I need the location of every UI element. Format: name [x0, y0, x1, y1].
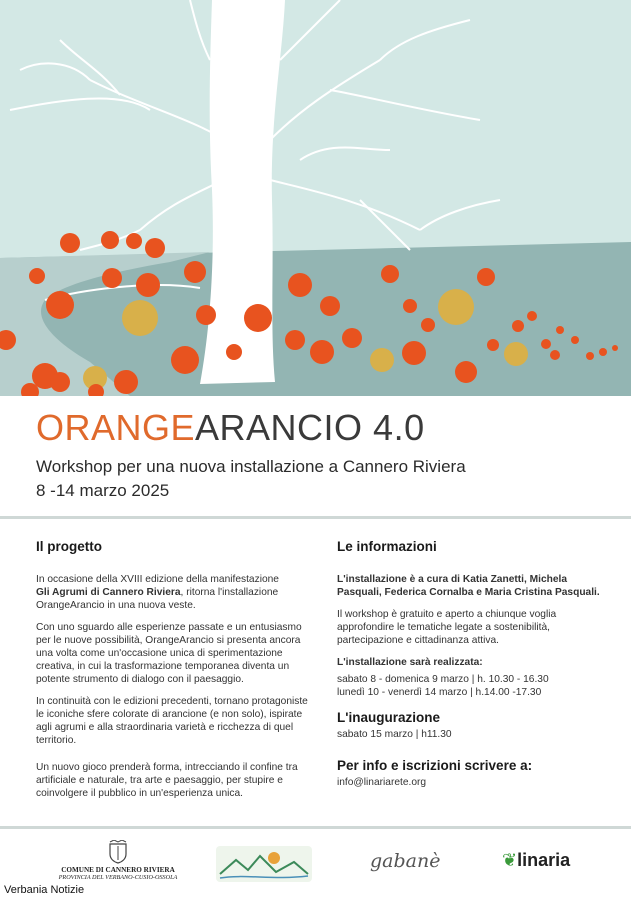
event-title [36, 408, 616, 448]
inaugurazione-time: sabato 15 marzo | h11.30 [337, 729, 452, 740]
progetto-p4: Un nuovo gioco prenderà forma, intrecciando il confine tra artificiale e naturale, tra arte e paesaggio, per stupire e coinvolgere il pubblico in un'esperienza unica. [36, 762, 298, 799]
orange-sphere [403, 299, 417, 313]
title-orange: ORANGE [36, 407, 196, 448]
contact-email[interactable]: info@linariarete.org [337, 777, 427, 788]
orange-sphere [487, 339, 499, 351]
coat-of-arms-icon [107, 840, 129, 864]
hero-illustration [0, 0, 631, 396]
orange-sphere [381, 265, 399, 283]
orange-sphere [145, 238, 165, 258]
orange-sphere [288, 273, 312, 297]
divider-top [0, 516, 631, 519]
schedule-week: lunedì 10 - venerdì 14 marzo | h.14.00 -17.30 [337, 687, 542, 698]
informazioni-heading: Le informazioni [337, 539, 437, 554]
orange-sphere [60, 233, 80, 253]
orange-sphere [550, 350, 560, 360]
realized-label: L'installazione sarà realizzata: [337, 657, 483, 668]
orange-sphere [226, 344, 242, 360]
orange-sphere [102, 268, 122, 288]
orange-sphere [342, 328, 362, 348]
gold-sphere [122, 300, 158, 336]
orange-sphere [541, 339, 551, 349]
comune-name: COMUNE DI CANNERO RIVIERA [61, 866, 175, 874]
orange-sphere [310, 340, 334, 364]
linaria-logo [502, 850, 570, 871]
orange-sphere [46, 291, 74, 319]
gold-sphere [438, 289, 474, 325]
informazioni-section [337, 540, 602, 798]
progetto-p2: Con uno sguardo alle esperienze passate e un entusiasmo per le nuove possibilità, OrangeArancio si presenta ancora una volta come un'occasione unica di sperimentazione creativa, in cui la trasformazione temporanea diventa un potente strumento di dialogo con il paesaggio. [36, 622, 302, 685]
orange-sphere [512, 320, 524, 332]
orange-sphere [50, 372, 70, 392]
agrumi-logo [214, 842, 314, 886]
event-dates: 8 -14 marzo 2025 [36, 481, 170, 500]
orange-sphere [285, 330, 305, 350]
orange-sphere [320, 296, 340, 316]
gold-sphere [370, 348, 394, 372]
orange-sphere [556, 326, 564, 334]
title-block [36, 408, 616, 502]
gold-sphere [504, 342, 528, 366]
orange-sphere [455, 361, 477, 383]
event-subtitle: Workshop per una nuova installazione a Cannero Riviera [36, 457, 466, 476]
title-arancio: ARANCIO 4.0 [195, 407, 425, 448]
orange-sphere [571, 336, 579, 344]
divider-bottom [0, 826, 631, 829]
orange-sphere [402, 341, 426, 365]
watermark: Verbania Notizie [4, 884, 85, 896]
orange-sphere [586, 352, 594, 360]
orange-sphere [29, 268, 45, 284]
sponsor-logos [0, 832, 631, 892]
orange-sphere [114, 370, 138, 394]
orange-sphere [477, 268, 495, 286]
free-text: Il workshop è gratuito e aperto a chiunque voglia approfondire le tematiche legate a sostenibilità, partecipazione e cittadinanza attiva. [337, 609, 557, 646]
progetto-p1: In occasione della XVIII edizione della manifestazione Gli Agrumi di Cannero Riviera, ritorna l'installazione OrangeArancio in una nuova veste. [36, 574, 279, 611]
orange-sphere [599, 348, 607, 356]
orange-sphere [244, 304, 272, 332]
comune-province: PROVINCIA DEL VERBANO-CUSIO-OSSOLA [58, 874, 178, 881]
schedule-weekend: sabato 8 - domenica 9 marzo | h. 10.30 - 16.30 [337, 674, 549, 685]
orange-sphere [196, 305, 216, 325]
orange-sphere [421, 318, 435, 332]
progetto-heading: Il progetto [36, 539, 102, 554]
linaria-leaf-icon: ❦ [502, 850, 518, 870]
gabane-logo: gabanè [370, 850, 441, 872]
orange-sphere [136, 273, 160, 297]
comune-logo [48, 840, 188, 882]
curators-text: L'installazione è a cura di Katia Zanetti, Michela Pasquali, Federica Cornalba e Maria Cristina Pasquali. [337, 574, 600, 598]
progetto-p3: In continuità con le edizioni precedenti, tornano protagoniste le iconiche sfere colorate di arancione (e non solo), ispirate agli agrumi e alla straordinaria varietà e ricchezza di quel territorio. [36, 696, 308, 746]
inaugurazione-heading: L'inaugurazione [337, 710, 440, 725]
orange-sphere [612, 345, 618, 351]
contact-heading: Per info e iscrizioni scrivere a: [337, 758, 533, 773]
orange-sphere [126, 233, 142, 249]
progetto-section [36, 540, 311, 809]
orange-sphere [171, 346, 199, 374]
orange-sphere [527, 311, 537, 321]
orange-sphere [101, 231, 119, 249]
orange-sphere [184, 261, 206, 283]
linaria-text: linaria [517, 850, 571, 870]
